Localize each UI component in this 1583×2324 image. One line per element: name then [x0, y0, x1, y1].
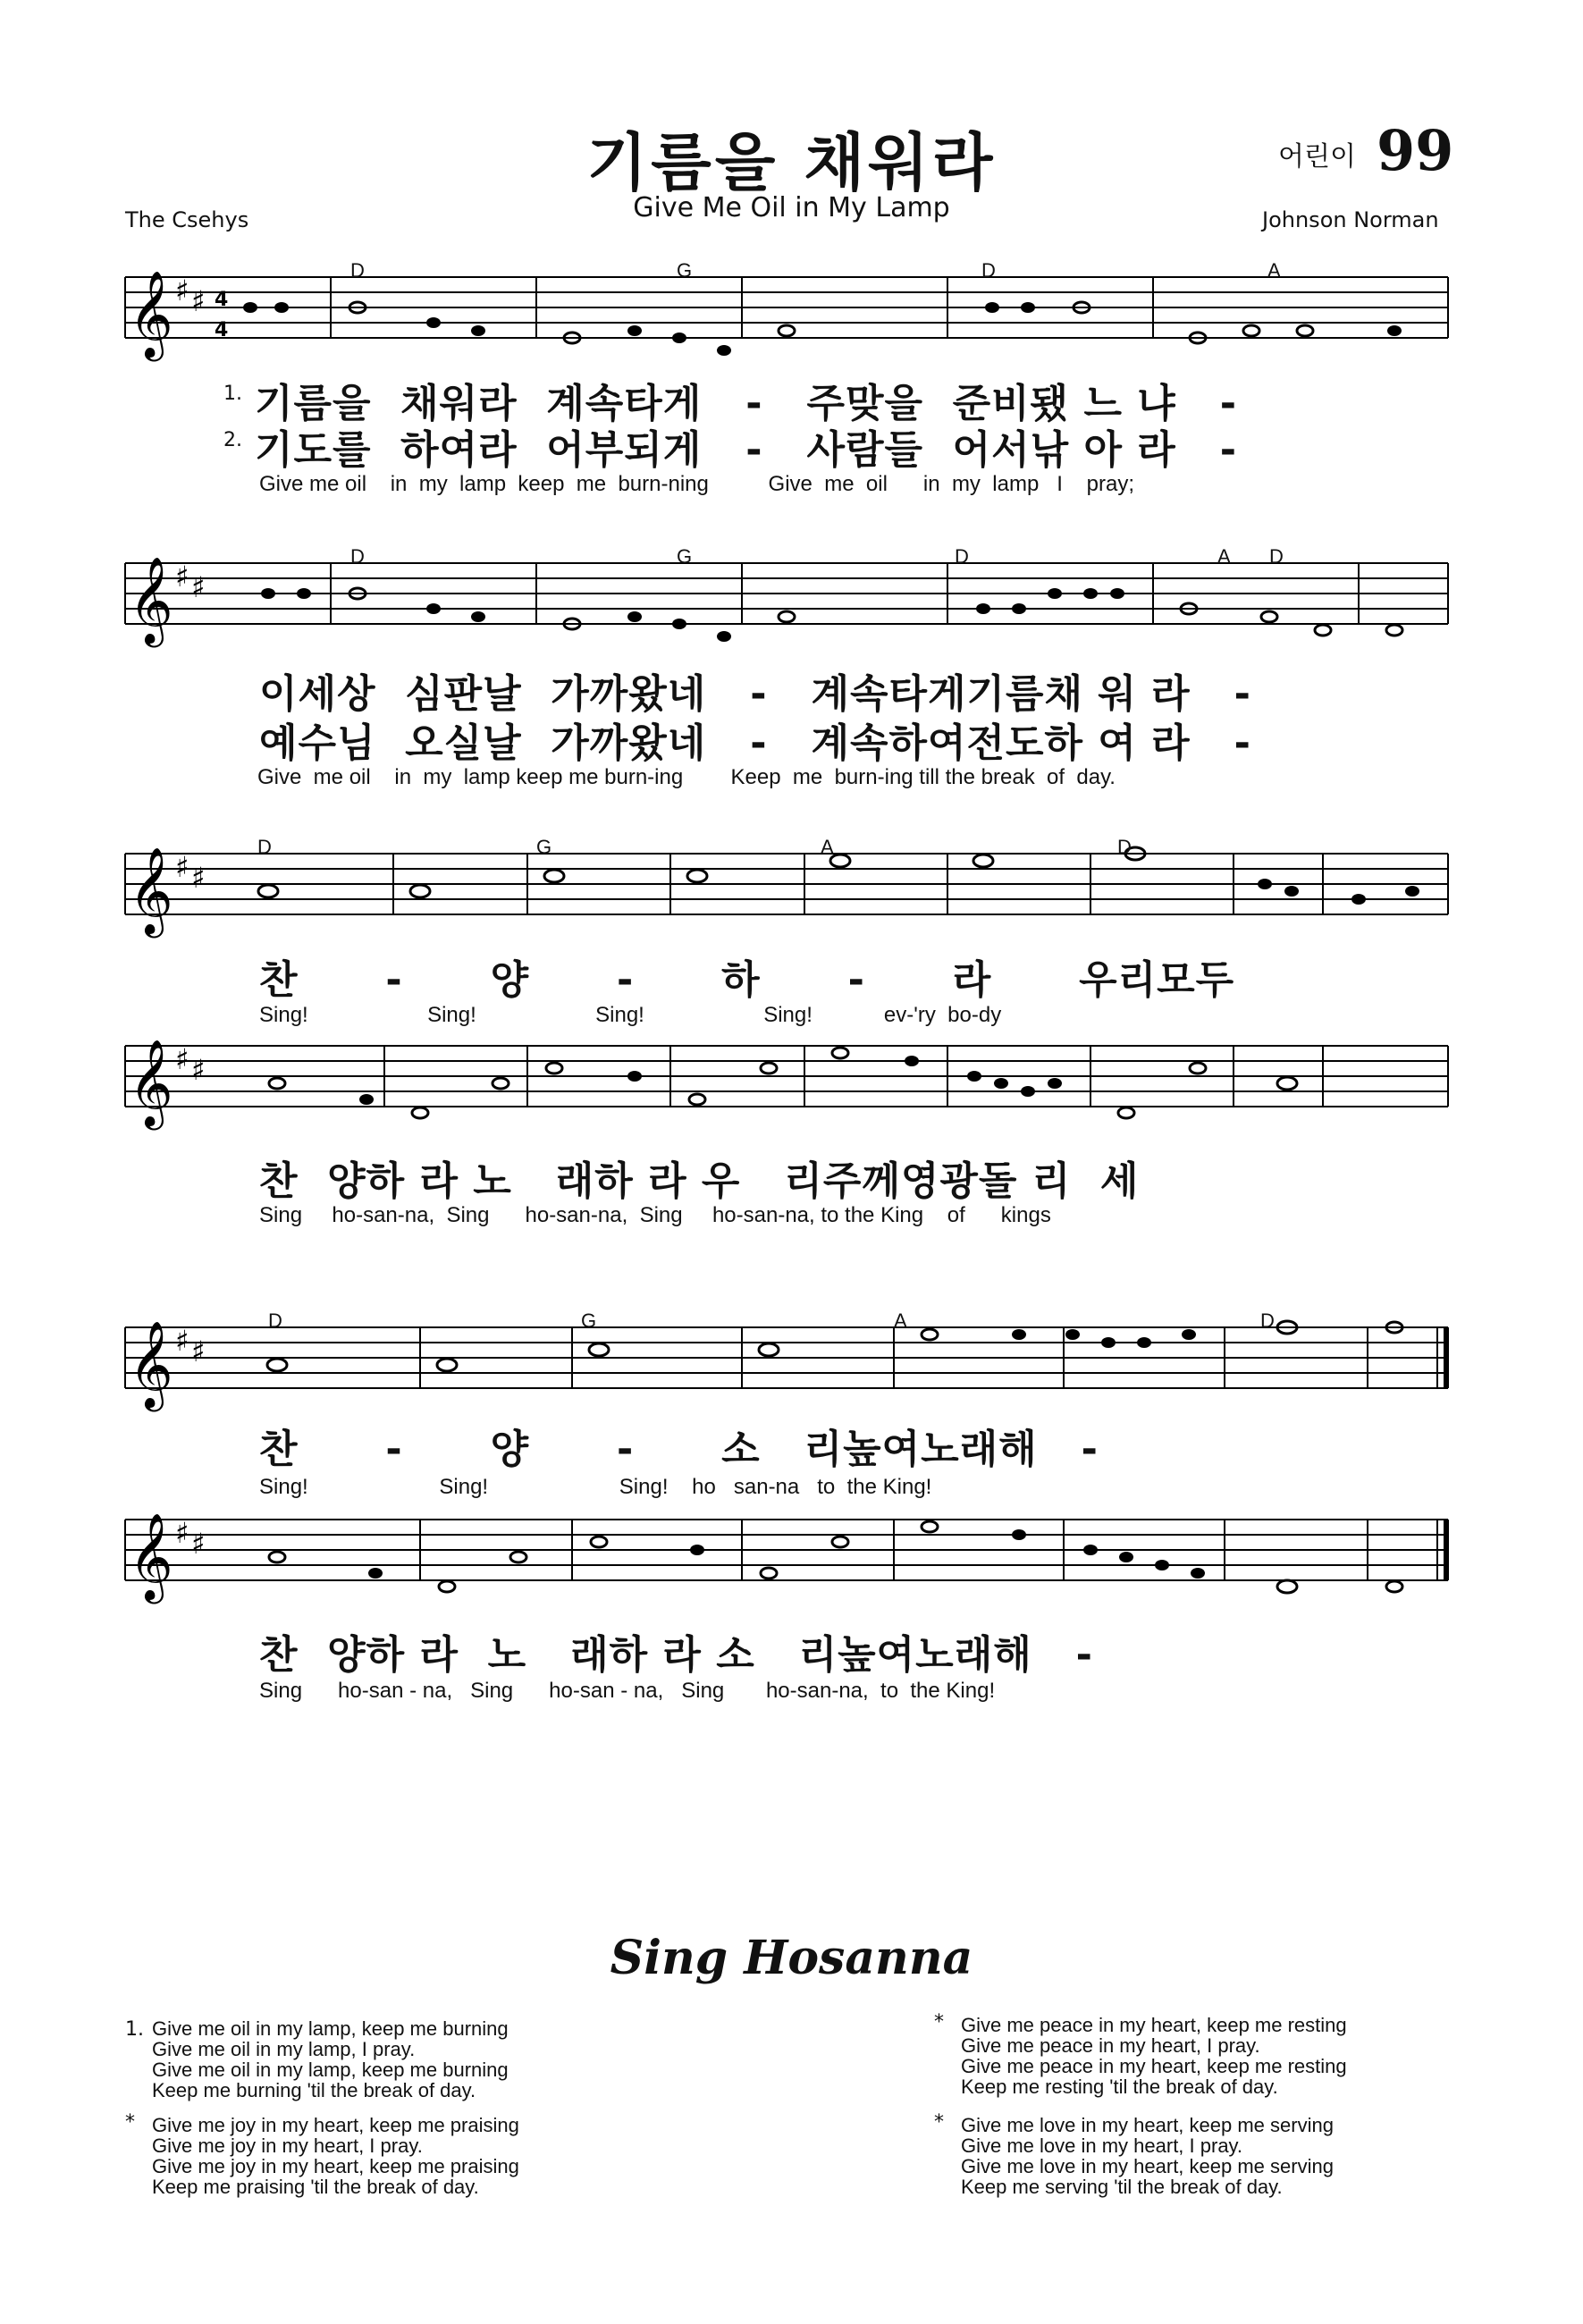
- treble-clef-icon: 𝄞: [129, 1512, 173, 1600]
- svg-text:♯: ♯: [175, 850, 189, 884]
- svg-text:4: 4: [215, 319, 229, 341]
- chord-label: A: [894, 1309, 907, 1332]
- lyric-korean: 찬 양하 라 노 래하 라 소 리높여노래해 -: [259, 1632, 1093, 1678]
- svg-text:♯: ♯: [175, 274, 189, 307]
- chord-label: G: [581, 1309, 597, 1332]
- verse-text-2: [152, 2115, 519, 2197]
- verse-marker: *: [125, 2111, 135, 2134]
- treble-clef-icon: 𝄞: [129, 1320, 173, 1408]
- chord-label: A: [1217, 545, 1231, 568]
- staff-system-5: [125, 1318, 1448, 1408]
- verse-line: Give me peace in my heart, keep me resting: [961, 2014, 1347, 2036]
- lyric-korean-verse-1: 이세상 심판날 가까왔네 - 계속타게기름채 워 라 -: [259, 671, 1251, 717]
- hymn-label: 어린이: [1278, 141, 1356, 173]
- verse-line: Give me oil in my lamp, keep me burning: [152, 2059, 509, 2081]
- chord-label: A: [1267, 259, 1281, 282]
- chord-label: A: [821, 836, 834, 858]
- chord-label: G: [677, 259, 693, 282]
- svg-text:♯: ♯: [175, 560, 189, 594]
- chord-label: D: [257, 836, 272, 858]
- svg-text:♯: ♯: [191, 284, 206, 318]
- svg-text:♯: ♯: [175, 1042, 189, 1076]
- verse-line: Give me oil in my lamp, I pray.: [152, 2038, 416, 2060]
- chord-label: D: [981, 259, 996, 282]
- chord-label: D: [1117, 836, 1132, 858]
- chord-label: G: [677, 545, 693, 568]
- verse-marker: *: [934, 2011, 944, 2034]
- lyric-english: Sing! Sing! Sing! ho san-na to the King!: [259, 1475, 932, 1499]
- staff-system-1: [125, 268, 1448, 358]
- verse-line: Keep me praising 'til the break of day.: [152, 2176, 479, 2198]
- lyric-korean-verse-2: 기도를 하여라 어부되게 - 사람들 어서낚 아 라 -: [255, 427, 1238, 473]
- verse-line: Give me oil in my lamp, keep me burning: [152, 2017, 509, 2040]
- svg-text:♯: ♯: [191, 1053, 206, 1087]
- lyric-korean-verse-2: 예수님 오실날 가까왔네 - 계속하여전도하 여 라 -: [259, 720, 1251, 766]
- page-title: 기름을 채워라: [586, 126, 997, 199]
- staff-system-3: [125, 845, 1448, 934]
- svg-text:♯: ♯: [191, 1527, 206, 1561]
- staff-system-6: [125, 1511, 1448, 1609]
- svg-text:♯: ♯: [175, 1324, 189, 1358]
- verse-line: Give me joy in my heart, keep me praising: [152, 2114, 519, 2136]
- lyric-korean: 찬 양하 라 노 래하 라 우 리주께영광돌 리 세: [259, 1158, 1140, 1204]
- verse-line: Keep me burning 'til the break of day.: [152, 2079, 476, 2101]
- verse-line: Keep me resting 'til the break of day.: [961, 2076, 1278, 2098]
- verse-number: 1.: [223, 383, 242, 405]
- page-subtitle: Give Me Oil in My Lamp: [633, 192, 950, 223]
- staff-system-4: [125, 1037, 1448, 1135]
- verse-text-1: [152, 2018, 509, 2101]
- lyric-english: Sing ho-san - na, Sing ho-san - na, Sing ho-san-na, to the King!: [259, 1679, 996, 1703]
- chord-label: D: [1269, 545, 1284, 568]
- verse-marker: *: [934, 2111, 944, 2134]
- verse-line: Give me peace in my heart, keep me resting: [961, 2055, 1347, 2077]
- staff-lines: [125, 1037, 1448, 1135]
- svg-text:♯: ♯: [191, 861, 206, 895]
- chord-label: G: [536, 836, 552, 858]
- verse-text-3: [961, 2015, 1347, 2097]
- svg-text:♯: ♯: [191, 570, 206, 604]
- verse-text-4: [961, 2115, 1334, 2197]
- verse-line: Give me love in my heart, keep me serving: [961, 2114, 1334, 2136]
- staff-lines: [125, 1511, 1448, 1609]
- lyric-english: Give me oil in my lamp keep me burn-ing Keep me burn-ing till the break of day.: [257, 765, 1116, 789]
- staff-lines: [125, 268, 1448, 358]
- lyric-korean: 찬 - 양 - 소 리높여노래해 -: [259, 1427, 1099, 1472]
- verse-line: Give me joy in my heart, I pray.: [152, 2135, 423, 2157]
- treble-clef-icon: 𝄞: [129, 270, 173, 358]
- staff-system-2: [125, 554, 1448, 644]
- verse-line: Give me love in my heart, I pray.: [961, 2135, 1243, 2157]
- verse-line: Give me peace in my heart, I pray.: [961, 2034, 1260, 2057]
- chord-label: D: [350, 259, 365, 282]
- verse-line: Keep me serving 'til the break of day.: [961, 2176, 1283, 2198]
- footer-title: Sing Hosanna: [610, 1931, 973, 1985]
- chord-label: D: [350, 545, 365, 568]
- chord-label: D: [1260, 1309, 1275, 1332]
- staff-lines: [125, 845, 1448, 934]
- svg-text:♯: ♯: [175, 1516, 189, 1550]
- verse-marker: 1.: [125, 2018, 144, 2041]
- svg-text:♯: ♯: [191, 1335, 206, 1368]
- treble-clef-icon: 𝄞: [129, 556, 173, 644]
- lyric-korean: 찬 - 양 - 하 - 라 우리모두: [259, 957, 1235, 1003]
- hymn-number: 99: [1377, 118, 1454, 183]
- treble-clef-icon: 𝄞: [129, 846, 173, 934]
- treble-clef-icon: 𝄞: [129, 1039, 173, 1126]
- composer-credit: The Csehys: [125, 207, 249, 232]
- arranger-credit: Johnson Norman: [1262, 207, 1439, 232]
- lyric-english: Sing! Sing! Sing! Sing! ev-'ry bo-dy: [259, 1003, 1002, 1027]
- lyric-korean-verse-1: 기름을 채워라 계속타게 - 주맞을 준비됐 느 냐 -: [255, 381, 1238, 426]
- verse-number: 2.: [223, 429, 242, 451]
- chord-label: D: [268, 1309, 282, 1332]
- verse-line: Give me joy in my heart, keep me praising: [152, 2155, 519, 2177]
- svg-text:4: 4: [215, 289, 229, 311]
- verse-line: Give me love in my heart, keep me serving: [961, 2155, 1334, 2177]
- staff-lines: [125, 1318, 1448, 1408]
- staff-lines: [125, 554, 1448, 644]
- chord-label: D: [955, 545, 969, 568]
- lyric-english: Sing ho-san-na, Sing ho-san-na, Sing ho-san-na, to the King of kings: [259, 1203, 1051, 1227]
- lyric-english: Give me oil in my lamp keep me burn-ning Give me oil in my lamp I pray;: [259, 472, 1134, 496]
